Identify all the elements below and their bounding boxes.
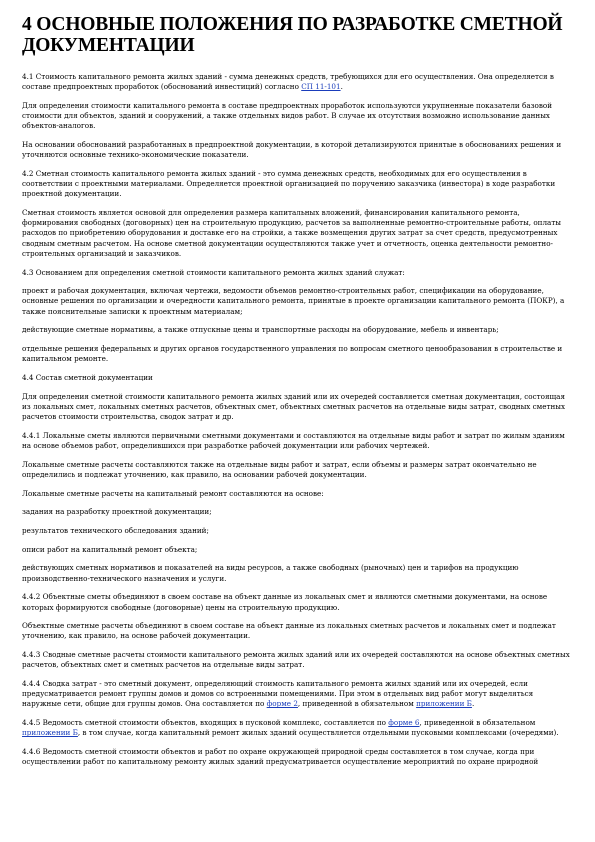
paragraph: Локальные сметные расчеты составляются также на отдельные виды работ и затрат, если объемы и размеры затрат окончательно не определились и подлежат уточнению, как правило, на основании рабочей документации. [22,459,537,479]
sp-11-101-link[interactable]: СП 11-101 [301,82,341,92]
paragraph: Объектные сметные расчеты объединяют в своем составе на объект данные из локальных сметных расчетов и локальных смет и подлежат уточнению, как правило, на основе рабочей документации. [22,621,556,641]
list-item: действующие сметные нормативы, а также отпускные цены и транспортные расходы на оборудование, мебель и инвентарь; [22,325,499,335]
list-item: отдельные решения федеральных и других органов государственного управления по вопросам сметного ценообразования в строительстве и капитальном ремонте. [22,344,563,364]
paragraph-text: , приведенной в обязательном [297,699,417,709]
list-item: проект и рабочая документация, включая чертежи, ведомости объемов ремонтно-строительных работ, спецификации на оборудование, основные решения по организации и очередности капитального ремонта, принятые в проекте организации капитального ремонта (ПОКР), а также пояснительные записки к проектным материалам; [22,286,565,316]
paragraph: Для определения сметной стоимости капитального ремонта жилых зданий или их очередей составляется сметная документация, состоящая из локальных смет, локальных сметных расчетов, объектных смет, объектных сметных расчетов на отдельные виды затрат, сводных сметных расчетов стоимости строительства, сводок затрат и др. [22,391,566,422]
paragraph-text: , в том случае, когда капитальный ремонт жилых зданий осуществляется отдельными пусковыми комплексами (очередями). [77,728,559,738]
list-item: описи работ на капитальный ремонт объекта; [22,544,198,554]
form-2-link[interactable]: форме 2 [266,699,298,709]
paragraph-4-4-6: 4.4.6 Ведомость сметной стоимости объектов и работ по охране окружающей природной среды составляется в том случае, когда при осуществлении работ по капитальному ремонту жилых зданий предусматривается осуществление мероприятий по охране природной [22,747,539,767]
list-item: задания на разработку проектной документации; [22,507,212,517]
paragraph-4-4-2: 4.4.2 Объектные сметы объединяют в своем составе на объект данные из локальных смет и являются сметными документами, на основе которых формируются свободные (договорные) цены на строительную продукцию. [22,592,548,612]
paragraph-4-4-1: 4.4.1 Локальные сметы являются первичными сметными документами и составляются на отдельные виды работ и затрат по жилым зданиям на основе объемов работ, определившихся при разработке рабочей документации или рабочих чертежей. [22,430,565,450]
paragraph-4-3: 4.3 Основанием для определения сметной стоимости капитального ремонта жилых зданий служат: [22,267,405,277]
paragraph-4-4-5 [22,718,573,738]
paragraph-text: 4.4.4 Сводка затрат - это сметный документ, определяющий стоимость капитального ремонта жилых зданий или их очередей, если предусматривается ремонт группы домов и домов со встроенными помещениями. При этом в отдельных вид работ могут выделяться наружные сети, общие для группы домов. Она составляется по [22,679,534,709]
paragraph-text: , приведенной в обязательном [419,718,536,728]
paragraph-4-4-4 [22,679,573,710]
paragraph-text: . [340,82,343,92]
paragraph-text: 4.1 Стоимость капитального ремонта жилых зданий - сумма денежных средств, требующихся для его осуществления. Она определяется в составе предпроектных проработок (обоснований инвестиций) согласно [22,72,554,92]
list-item: действующих сметных нормативов и показателей на виды ресурсов, а также свободных (рыночных) цен и тарифов на продукцию производственно-технического назначения и услуги. [22,563,519,583]
page-title: 4 ОСНОВНЫЕ ПОЛОЖЕНИЯ ПО РАЗРАБОТКЕ СМЕТНОЙ ДОКУМЕНТАЦИИ [22,14,563,56]
paragraph-4-2: 4.2 Сметная стоимость капитального ремонта жилых зданий - это сумма денежных средств, необходимых для его осуществления в соответствии с проектными материалами. Определяется проектной организацией по поручению заказчика (инвестора) в ходе разработки проектной документации. [22,168,556,199]
paragraph-text: 4.4.5 Ведомость сметной стоимости объектов, входящих в пусковой комплекс, составляется по [22,718,389,728]
appendix-b-link[interactable]: приложении Б [416,699,472,709]
paragraph: Сметная стоимость является основой для определения размера капитальных вложений, финансирования капитального ремонта, формирования свободных (договорных) цен на строительную продукцию, расчетов за выполненные ремонтно-строительные работы, оплаты расходов по приобретению оборудования и доставке его на стройки, а также возмещения других затрат за счет средств, предусмотренных сводным сметным расчетом. На основе сметной документации осуществляются также учет и отчетность, оценка деятельности ремонтно-строительных организаций и заказчиков. [22,208,562,258]
section-heading-4-4: 4.4 Состав сметной документации [22,372,153,382]
appendix-b-link[interactable]: приложении Б [22,728,78,738]
paragraph-text: . [471,699,475,709]
paragraph-4-1 [22,72,573,92]
form-6-link[interactable]: форме 6 [388,718,420,728]
list-item: результатов технического обследования зданий; [22,526,209,535]
paragraph: Локальные сметные расчеты на капитальный ремонт составляются на основе: [22,488,324,498]
paragraph-4-4-3: 4.4.3 Сводные сметные расчеты стоимости капитального ремонта жилых зданий или их очередей составляются на основе объектных сметных расчетов, объектных смет и сметных расчетов на отдельные виды затрат. [22,650,570,670]
paragraph: На основании обоснований разработанных в предпроектной документации, в которой детализируются принятые в обоснованиях решения и уточняются основные технико-экономические показатели. [22,140,562,160]
paragraph: Для определения стоимости капитального ремонта в составе предпроектных проработок используются укрупненные показатели базовой стоимости для объектов, зданий и сооружений, а также отдельных видов работ. В случае их отсутствия возможно использование данных объектов-аналогов. [22,100,553,131]
